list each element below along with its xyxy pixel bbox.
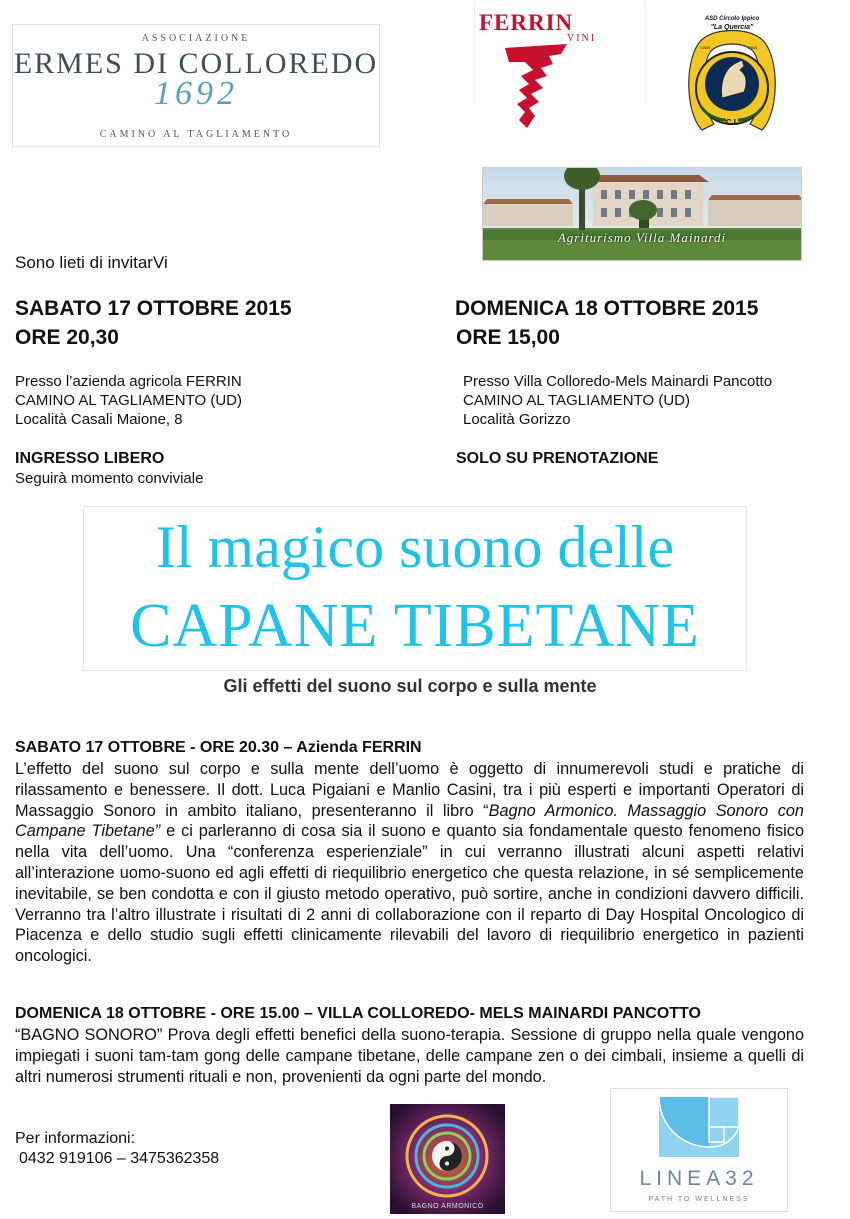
golden-spiral-icon [659,1097,739,1157]
subtitle: Gli effetti del suono sul corpo e sulla mente [223,676,597,696]
mandala-icon [390,1104,505,1214]
villa-photo-caption: Agriturismo Villa Mainardi [557,230,727,245]
ferrin-logo-name: FERRIN [479,10,574,35]
saturday-date: SABATO 17 OTTOBRE 2015 [15,297,292,320]
association-logo-bottom: CAMINO AL TAGLIAMENTO [99,129,293,140]
club-logo-name: ASD Circolo Ippico [704,16,760,22]
ferrin-logo [474,2,646,103]
sunday-address-line: CAMINO AL TAGLIAMENTO (UD) [463,392,690,409]
saturday-entry: INGRESSO LIBERO [15,450,165,467]
sunday-time: ORE 15,00 [456,326,560,349]
linea32-name: LINEA32 [639,1167,759,1190]
saturday-address [15,372,242,429]
contact-phones: 0432 919106 – 3475362358 [19,1150,220,1167]
title-banner [83,506,747,671]
sunday-date: DOMENICA 18 OTTOBRE 2015 [455,297,759,320]
villa-illustration [483,168,802,261]
ferrin-logo-sub: VINI [567,33,597,44]
contact-info [15,1129,219,1169]
club-logo-initials: C.I. [725,118,739,127]
ferrin-logo-mark [501,42,571,130]
saturday-note: Seguirà momento conviviale [15,470,204,487]
bagno-armonico-label: BAGNO ARMONICO [411,1203,484,1210]
club-logo-left: CAMI [700,45,710,50]
villa-photo [482,167,802,261]
club-logo-right: PIAN [748,45,758,50]
saturday-description-text: L’effetto del suono sul corpo e sulla mente dell’uomo è oggetto di innumerevoli studi e pratiche di rilassamento e benessere. Il dott. Luca Pigaiani e Manlio Casini, tra i più esperti e importanti Operatori di Massaggio Sonoro in ambito italiano, presenteranno il libro “ [15,760,804,820]
sunday-section-heading: DOMENICA 18 OTTOBRE - ORE 15.00 – VILLA COLLOREDO- MELS MAINARDI PANCOTTO [15,1005,701,1022]
association-logo-year: 1692 [154,75,238,112]
association-logo-top: ASSOCIAZIONE [141,33,251,44]
sunday-address-line: Località Gorizzo [463,411,571,428]
saturday-address-line: Presso l’azienda agricola FERRIN [15,373,242,390]
club-logo [682,12,782,138]
linea32-logo [610,1088,788,1212]
saturday-description-text: e ci parleranno di cosa sia il suono e quanto sia fondamentale questo fenomeno fisico nella vita dell’uomo. Una “conferenza esperienziale” in cui verranno illustrati alcuni aspetti relativi all’interazione uomo-suono ed agli effetti di riequilibrio energetico che questa relazione, in sé semplicemente inevitabile, se ben condotta e con il giusto metodo operativo, può sortire, anche in condizioni davvero difficili. Verranno tra l’altro illustrate i risultati di 2 anni di collaborazione con il reparto di Day Hospital Oncologico di Piacenza e dello studio sugli effetti clinicamente rilevabili del lavoro di riequilibrio energetico in pazienti oncologici. [15,822,804,966]
sunday-address-line: Presso Villa Colloredo-Mels Mainardi Pancotto [463,373,773,390]
saturday-address-line: Località Casali Maione, 8 [15,411,183,428]
linea32-tagline: PATH TO WELLNESS [648,1196,750,1203]
saturday-time: ORE 20,30 [15,326,119,349]
association-logo-name: ERMES DI COLLOREDO [13,47,379,80]
association-logo [12,24,380,147]
sunday-entry: SOLO SU PRENOTAZIONE [456,450,659,467]
saturday-address-line: CAMINO AL TAGLIAMENTO (UD) [15,392,242,409]
saturday-section-heading: SABATO 17 OTTOBRE - ORE 20.30 – Azienda FERRIN [15,739,422,756]
contact-label: Per informazioni: [15,1130,136,1147]
book-title: Bagno Armonico. Massaggio Sonoro con Campane Tibetane” [15,801,804,841]
title-line-2: CAPANE TIBETANE [130,592,700,660]
saturday-description [15,759,804,967]
intro-text: Sono lieti di invitarVi [15,253,168,272]
sunday-address [463,372,772,429]
sunday-description: “BAGNO SONORO” Prova degli effetti benefici della suono-terapia. Sessione di gruppo nella quale vengono impiegati i suoni tam-tam gong delle campane tibetane, delle campane zen o dei cimbali, insieme a quelli di altri numerosi strumenti rituali e non, provenienti da ogni parte del mondo. [15,1026,804,1086]
title-line-1: Il magico suono delle [155,514,675,580]
club-logo-subname: "La Quercia" [710,24,754,31]
bagno-armonico-cover [390,1104,505,1214]
